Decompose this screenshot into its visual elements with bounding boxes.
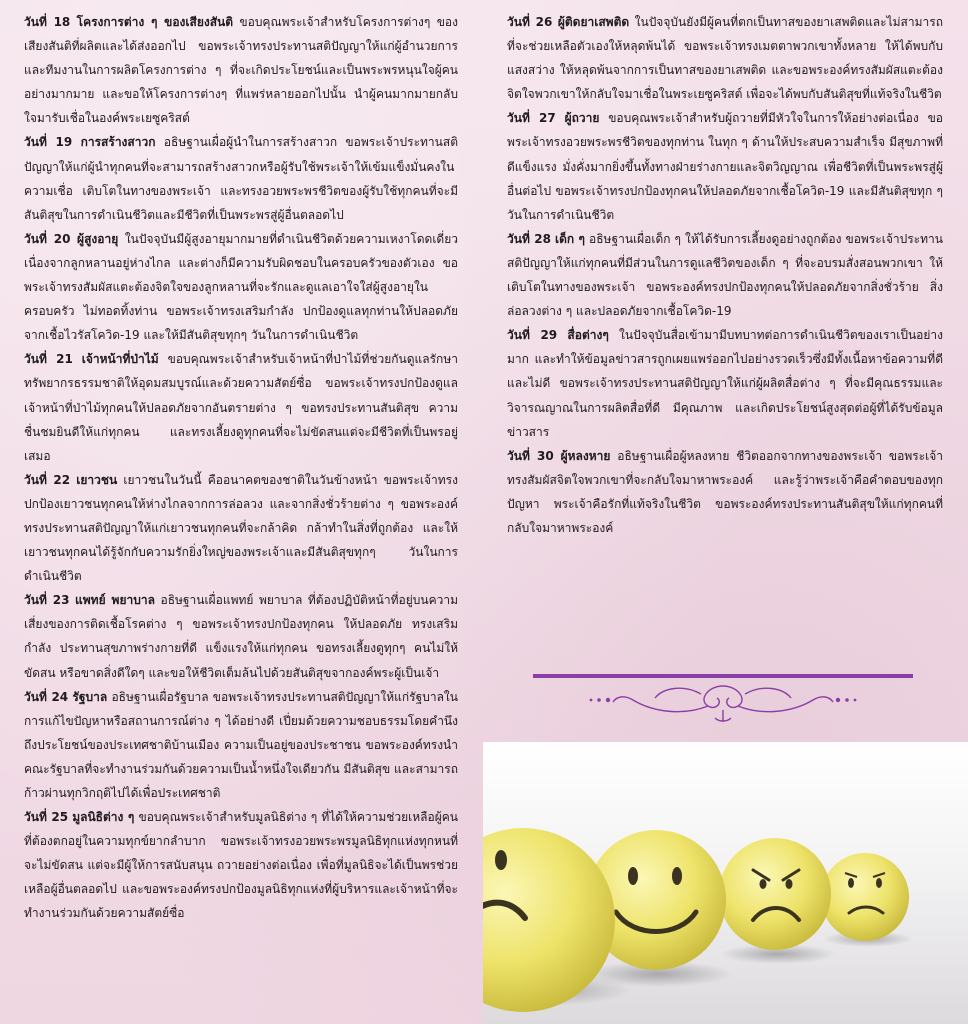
- prayer-entry: [507, 10, 943, 106]
- emoji-balls-photo: [483, 742, 968, 1024]
- entry-title: ผู้หลงหาย: [560, 448, 611, 463]
- entry-day: วันที่ 18: [24, 15, 71, 29]
- entry-day: วันที่ 22: [24, 472, 71, 487]
- entry-body: อธิษฐานเผื่อผู้หลงหาย ชีวิตออกจากทางของพระเจ้า ขอพระเจ้าทรงสัมผัสจิตใจพวกเขาที่จะกลับใจมาหาพระองค์ และรู้ว่าพระเจ้าคือคำตอบของทุกปัญหา พระเจ้าคือรักที่แท้จริงในชีวิต ขอพระองค์ทรงประทานสันติสุขให้แก่ทุกคนที่กลับใจมาหาพระองค์: [507, 448, 943, 535]
- entry-body: เยาวชนในวันนี้ คืออนาคตของชาติในวันข้างหน้า ขอพระเจ้าทรงปกป้องเยาวชนทุกคนให้ห่างไกลจากการล่อลวง และจากสิ่งชั่วร้ายต่าง ๆ ขอพระองค์ทรงประทานสติปัญญาให้แก่เยาวชนทุกคนที่จะกล้าคิด กล้าทำในสิ่งที่ถูกต้อง และให้เยาวชนทุกคนได้รู้จักกับความรักยิ่งใหญ่ของพระเจ้าและมีสันติสุขทุกๆ วันในการดำเนินชีวิต: [24, 472, 458, 584]
- prayer-entry: [24, 130, 458, 226]
- prayer-entry: [24, 588, 458, 684]
- entry-title: เด็ก ๆ: [554, 231, 585, 246]
- entry-day: วันที่ 21: [24, 352, 73, 367]
- ornament-bar: [533, 674, 913, 678]
- right-column: [507, 10, 943, 540]
- left-column: [24, 10, 458, 926]
- prayer-entry: [24, 468, 458, 588]
- entry-day: วันที่ 29: [507, 328, 558, 343]
- entry-title: ผู้สูงอายุ: [77, 231, 119, 246]
- entry-day: วันที่ 23: [24, 593, 70, 608]
- entry-title: การสร้างสาวก: [80, 135, 156, 150]
- entry-body: ขอบคุณพระเจ้าสำหรับโครงการต่างๆ ของเสียงสันติที่ผลิตและได้ส่งออกไป ขอพระเจ้าทรงประทานสติปัญญาให้แก่ผู้อำนวยการและทีมงานในการผลิตโครงการต่าง ๆ ที่จะเกิดประโยชน์และเป็นพระพรหนุนใจผู้คนอย่างมากมาย และขอให้โครงการต่างๆ ที่แพร่หลายออกไปนั้น นำผู้คนมากมายกลับใจมารับเชื่อในองค์พระเยซูคริสต์: [24, 15, 458, 126]
- entry-body: ขอบคุณพระเจ้าสำหรับมูลนิธิต่าง ๆ ที่ได้ให้ความช่วยเหลือผู้คนที่ต้องตกอยู่ในความทุกข์ยากลำบาก ขอพระเจ้าทรงอวยพระพรมูลนิธิทุกแห่งทุกหนที่จะไม่ขัดสน แต่จะมีผู้ให้การสนับสนุน ถวายอย่างต่อเนื่อง เพื่อที่มูลนิธิจะได้เป็นพรช่วยเหลือผู้อื่นตลอดไป และขอพระองค์ทรงปกป้องมูลนิธิทุกแห่งที่ผู้บริหารและเจ้าหน้าที่จะทำงานร่วมกันด้วยความสัตย์ซื่อ: [24, 810, 458, 921]
- entry-title: สื่อต่างๆ: [567, 328, 609, 343]
- entry-title: เยาวชน: [76, 472, 118, 487]
- entry-body: ขอบคุณพระเจ้าสำหรับเจ้าหน้าที่ป่าไม้ที่ช่วยกันดูแลรักษาทรัพยากรธรรมชาติให้อุดมสมบูรณ์และด้วยความสัตย์ซื่อ ขอพระเจ้าทรงปกป้องดูแลเจ้าหน้าที่ป่าไม้ทุกคนให้ปลอดภัยจากอันตรายต่าง ๆ ขอทรงประทานสันติสุข ความชื่นชมยินดีให้แก่ทุกคน และทรงเลี้ยงดูทุกคนที่จะไม่ขัดสนแต่จะมีชีวิตที่เป็นพรอยู่เสมอ: [24, 352, 458, 463]
- entry-title: รัฐบาล: [72, 689, 108, 704]
- prayer-entry: [507, 323, 943, 443]
- prayer-entry: [507, 106, 943, 226]
- entry-day: วันที่ 30: [507, 448, 554, 463]
- prayer-entry: [507, 227, 943, 323]
- entry-body: ในปัจจุบันยังมีผู้คนที่ตกเป็นทาสของยาเสพติดและไม่สามารถที่จะช่วยเหลือตัวเองให้หลุดพ้นได้ ขอพระเจ้าทรงเมตตาพวกเขาทั้งหลาย ให้ได้พบกับแสงสว่าง ให้หลุดพ้นจากการเป็นทาสของยาเสพติด และขอพระองค์ทรงสัมผัสแตะต้องจิตใจพวกเขาให้กลับใจมาเชื่อในพระเยซูคริสต์ เพื่อจะได้พบกับสันติสุขที่แท้จริงในชีวิต: [507, 15, 943, 102]
- entry-body: อธิษฐานเผื่อรัฐบาล ขอพระเจ้าทรงประทานสติปัญญาให้แก่รัฐบาลในการแก้ไขปัญหาหรือสถานการณ์ต่าง ๆ ได้อย่างดี เปี่ยมด้วยความชอบธรรมโดยคำนึงถึงประโยชน์ของประเทศชาติบ้านเมือง ความเป็นอยู่ของประชาชน ขอพระองค์ทรงนำคณะรัฐบาลที่จะทำงานร่วมกันด้วยความเป็นน้ำหนึ่งใจเดียวกัน มีสันติสุข และสามารถก้าวผ่านทุกวิกฤติไปได้เพื่อประเทศชาติ: [24, 689, 458, 800]
- entry-body: อธิษฐานเผื่อแพทย์ พยาบาล ที่ต้องปฏิบัติหน้าที่อยู่บนความเสี่ยงของการติดเชื้อโรคต่าง ๆ ขอพระเจ้าทรงปกป้องทุกคน ให้ปลอดภัย ทรงเสริมกำลัง ประทานสุขภาพร่างกายที่ดี แข็งแรงให้แก่ทุกคน ขอทรงเลี้ยงดูทุกๆ คนไม่ให้ขัดสน หรือขาดสิ่งดีใดๆ และขอให้ชีวิตเต็มล้นไปด้วยสันติสุขจากองค์พระผู้เป็นเจ้า: [24, 593, 458, 680]
- entry-body: อธิษฐานเผื่อผู้นำในการสร้างสาวก ขอพระเจ้าประทานสติปัญญาให้แก่ผู้นำทุกคนที่จะสามารถสร้างสาวกหรือผู้รับใช้พระเจ้าให้เข้มแข็งมั่นคงในความเชื่อ เติบโตในทางของพระเจ้า และทรงอวยพระพรชีวิตของผู้รับใช้ทุกคนที่จะมีสันติสุขในการดำเนินชีวิตและมีชีวิตที่เป็นพระพรสู่ผู้อื่นตลอดไป: [24, 135, 458, 222]
- entry-title: เจ้าหน้าที่ป่าไม้: [81, 352, 159, 367]
- entry-title: มูลนิธิต่าง ๆ: [72, 810, 135, 825]
- prayer-entry: [24, 805, 458, 925]
- entry-day: วันที่ 26: [507, 15, 553, 29]
- entry-day: วันที่ 28: [507, 231, 551, 246]
- entry-day: วันที่ 19: [24, 135, 73, 150]
- entry-day: วันที่ 25: [24, 810, 69, 825]
- entry-body: อธิษฐานเผื่อเด็ก ๆ ให้ได้รับการเลี้ยงดูอย่างถูกต้อง ขอพระเจ้าประทานสติปัญญาให้แก่ทุกคนที่มีส่วนในการดูแลชีวิตของเด็ก ๆ ที่จะอบรมสั่งสอนพวกเขา ให้เติบโตในทางของพระเจ้า ขอพระองค์ทรงปกป้องทุกคนให้ปลอดภัยจากสิ่งชั่วร้าย สิ่งล่อลวงต่าง ๆ และปลอดภัยจากเชื้อโควิด-19: [507, 231, 943, 319]
- prayer-entry: [507, 444, 943, 540]
- worried-emoji-ball: [821, 853, 909, 941]
- prayer-entry: [24, 10, 458, 130]
- entry-title: แพทย์ พยาบาล: [75, 593, 155, 608]
- prayer-entry: [24, 227, 458, 347]
- entry-title: ผู้ติดยาเสพติด: [557, 15, 630, 29]
- ornament-flourish: [613, 686, 833, 722]
- entry-body: ขอบคุณพระเจ้าสำหรับผู้ถวายที่มีหัวใจในการให้อย่างต่อเนื่อง ขอพระเจ้าทรงอวยพระพรชีวิตของทุกท่าน ในทุก ๆ ด้านให้ประสบความสำเร็จ มีสุขภาพที่ดีแข็งแรง มั่งคั่งมากยิ่งขึ้นทั้งทางฝ่ายร่างกายและจิตวิญญาณ เพื่อชีวิตที่เป็นพระพรสู่ผู้อื่นต่อไป ขอพระเจ้าทรงปกป้องทุกคนให้ปลอดภัยจากเชื้อโควิด-19 และมีสันติสุขทุก ๆ วันในการดำเนินชีวิต: [507, 111, 943, 222]
- entry-day: วันที่ 27: [507, 111, 556, 126]
- prayer-entry: [24, 685, 458, 805]
- entry-body: ในปัจจุบันมีผู้สูงอายุมากมายที่ดำเนินชีวิตด้วยความเหงาโดดเดี่ยว เนื่องจากลูกหลานอยู่ห่างไกล และต่างก็มีความรับผิดชอบในครอบครัวของตัวเอง ขอพระเจ้าทรงสัมผัสแตะต้องจิตใจของลูกหลานที่จะรักและดูแลเอาใจใส่ผู้สูงอายุในครอบครัว ไม่ทอดทิ้งท่าน ขอพระเจ้าทรงเสริมกำลัง ปกป้องดูแลทุกท่านให้ปลอดภัยจากเชื้อไวรัสโควิด-19 และให้มีสันติสุขทุกๆ วันในการดำเนินชีวิต: [24, 231, 458, 343]
- entry-title: ผู้ถวาย: [564, 111, 600, 126]
- entry-day: วันที่ 20: [24, 231, 71, 246]
- ornament-divider: [533, 672, 913, 732]
- entry-title: โครงการต่าง ๆ ของเสียงสันติ: [76, 15, 234, 29]
- entry-body: ในปัจจุบันสื่อเข้ามามีบทบาทต่อการดำเนินชีวิตของเราเป็นอย่างมาก และทำให้ข้อมูลข่าวสารถูกเผยแพร่ออกไปอย่างรวดเร็วซึ่งมีทั้งเนื้อหาข้อความที่ดีและไม่ดี ขอพระเจ้าทรงประทานสติปัญญาให้แก่ผู้ผลิตสื่อต่าง ๆ ที่จะมีคุณธรรมและวิจารณญาณในการผลิตสื่อที่ดี มีคุณภาพ และเกิดประโยชน์สูงสุดต่อผู้ที่ได้รับข้อมูลข่าวสาร: [507, 328, 943, 439]
- angry-emoji-ball: [719, 838, 831, 950]
- entry-day: วันที่ 24: [24, 689, 69, 704]
- prayer-entry: [24, 347, 458, 467]
